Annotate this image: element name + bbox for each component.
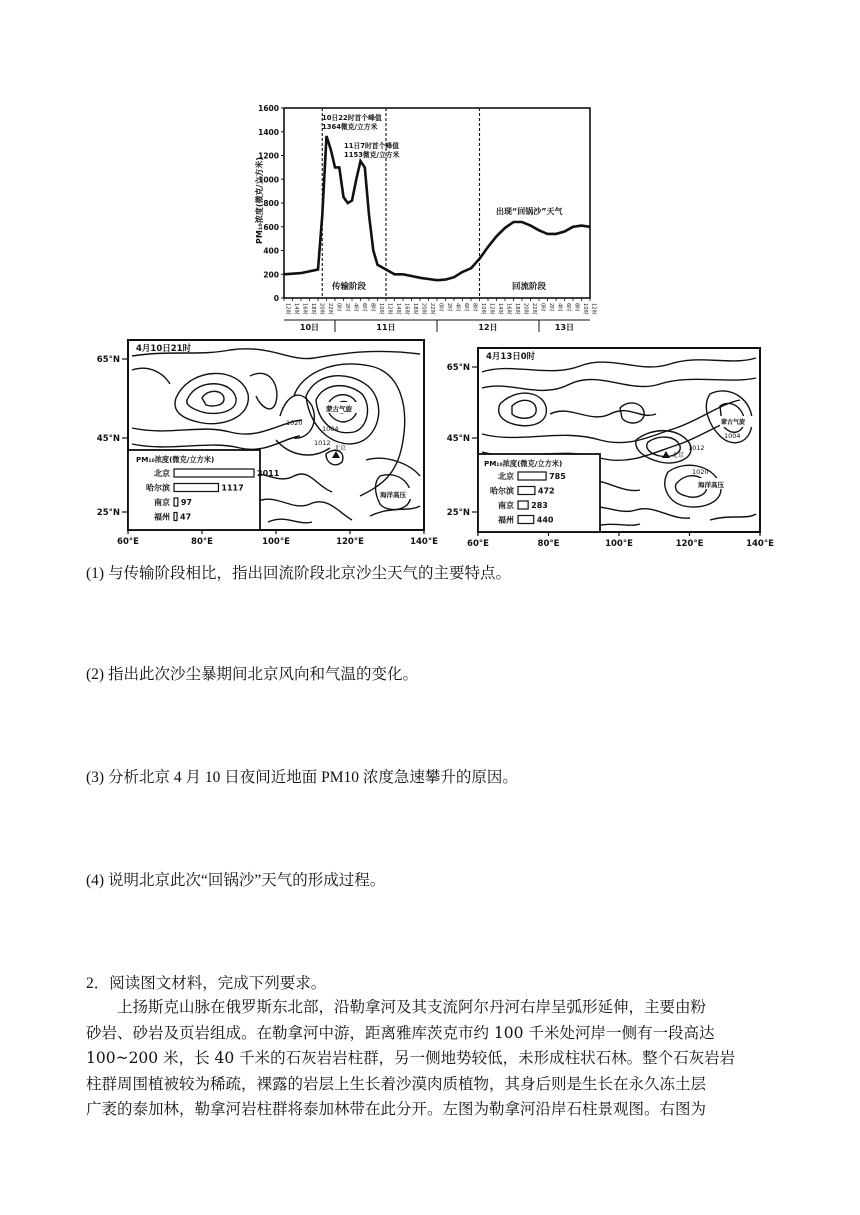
x-tick-label: 16时 [505, 303, 512, 315]
pm10-bar [518, 472, 546, 480]
x-tick-label: 18时 [310, 303, 316, 315]
latitude-labels [97, 355, 128, 518]
y-tick-label: 1000 [258, 175, 279, 185]
pm10-bar [518, 487, 535, 495]
x-tick-label: 22时 [429, 303, 435, 315]
isobar-label-1012: 1012 [688, 444, 705, 452]
pm10-value-label: 97 [180, 498, 192, 507]
x-tick-label: 10时 [582, 303, 588, 315]
legend-city-label: 福州 [498, 515, 514, 525]
paragraph-line: 100~200 米，长 40 千米的石灰岩岩柱群，另一侧地势较低，未形成柱状石林。整个石灰岩岩 [86, 1049, 736, 1067]
y-tick-label: 0 [273, 294, 279, 303]
x-tick-label: 4时 [352, 303, 359, 312]
x-tick-label: 8时 [471, 303, 478, 312]
x-tick-label: 8时 [369, 303, 376, 312]
x-tick-label: 16时 [301, 303, 308, 315]
legend-city-label: 北京 [498, 472, 514, 481]
map-title: 4月13日0时 [486, 352, 536, 362]
section-2-paragraph [86, 995, 776, 1123]
pm10-legend-box [478, 454, 600, 532]
legend-city-label: 北京 [154, 469, 170, 478]
line-chart-axes [284, 108, 590, 298]
day-label: 12日 [478, 323, 498, 332]
x-tick-label: 6时 [361, 303, 367, 312]
x-tick-label: 4时 [454, 303, 461, 312]
legend-city-label: 南京 [154, 498, 170, 507]
day-labels [284, 320, 590, 332]
lon-label: 100°E [262, 537, 290, 547]
high-pressure-label: 海洋高压 [380, 491, 406, 499]
y-tick-label: 200 [263, 270, 279, 280]
day-label: 10日 [299, 323, 320, 332]
isobar-label-1004: 1004 [724, 432, 741, 440]
pm10-value-label: 785 [549, 472, 566, 481]
phase-label-return: 回流阶段 [512, 282, 547, 292]
lon-label: 120°E [336, 537, 364, 547]
y-tick-label: 1200 [258, 151, 279, 161]
x-tick-label: 12时 [590, 303, 597, 315]
annotation-peak-2-value: 1153微克/立方米 [344, 151, 400, 159]
x-tick-label: 6时 [565, 303, 571, 312]
x-tick-label: 0时 [437, 303, 444, 312]
isobar-label-1004: 1004 [322, 425, 339, 433]
lon-label: 120°E [675, 539, 704, 549]
pm10-line-chart [248, 96, 604, 336]
phase-divider-lines [322, 108, 479, 298]
x-tick-label: 2时 [548, 303, 554, 312]
isobar-label-1020: 1020 [286, 419, 303, 427]
pm10-value-label: 472 [537, 486, 555, 496]
longitude-labels [117, 530, 438, 547]
x-tick-label: 22时 [327, 303, 333, 315]
lat-label: 25°N [96, 508, 120, 518]
question-1: (1) 与传输阶段相比，指出回流阶段北京沙尘天气的主要特点。 [86, 565, 511, 582]
x-tick-label: 14时 [293, 303, 299, 315]
y-tick-label: 1600 [258, 104, 279, 113]
high-pressure-label: 海洋高压 [698, 481, 724, 489]
map-apr13-0h [440, 344, 774, 556]
plot-frame [284, 108, 590, 298]
pm10-bar [518, 516, 534, 524]
y-tick-label: 1400 [258, 127, 279, 137]
legend-city-label: 哈尔滨 [490, 486, 514, 496]
x-tick-label: 10时 [378, 303, 384, 315]
lat-label: 25°N [446, 508, 470, 518]
annotation-peak-1-value: 1364微克/立方米 [322, 123, 378, 131]
pm10-bar [174, 469, 254, 477]
x-tick-label: 22时 [531, 303, 537, 315]
latitude-labels [447, 363, 478, 518]
y-axis-label: PM₁₀浓度(微克/立方米) [255, 156, 264, 244]
legend-city-label: 南京 [498, 501, 514, 510]
paragraph-line: 砂岩、砂岩及页岩组成。在勒拿河中游，距离雅库茨克市约 100 千米处河岸一侧有一段高达 [86, 1023, 715, 1042]
x-tick-label: 2时 [344, 303, 350, 312]
pm10-value-label: 283 [531, 501, 548, 510]
cyclone-label: 蒙古气旋 [326, 405, 352, 413]
y-tick-label: 600 [263, 222, 279, 232]
isobar-label-1020: 1020 [692, 468, 709, 476]
pm10-value-label: 1117 [221, 483, 244, 493]
lon-label: 80°E [191, 537, 213, 547]
pm10-bar [174, 513, 177, 521]
x-tick-label: 14时 [395, 303, 401, 315]
pm10-value-label: 2011 [257, 469, 280, 478]
pm10-bar [174, 498, 178, 506]
x-tick-label: 8时 [573, 303, 580, 312]
x-tick-label: 0时 [539, 303, 546, 312]
x-tick-label: 20时 [420, 303, 427, 315]
section-2-heading: 2．阅读图文材料，完成下列要求。 [86, 975, 327, 992]
beijing-point-label: 北京 [672, 452, 685, 459]
x-tick-label: 14时 [497, 303, 503, 315]
lon-label: 60°E [117, 537, 139, 547]
day-label: 11日 [376, 323, 396, 332]
paragraph-line: 柱群周围植被较为稀疏，裸露的岩层上生长着沙漠肉质植物，其身后则是生长在永久冻土层 [86, 1074, 707, 1093]
legend-city-label: 福州 [154, 512, 170, 522]
legend-city-label: 哈尔滨 [146, 483, 170, 493]
cyclone-label: 蒙古气旋 [721, 419, 746, 426]
pm10-value-label: 440 [536, 515, 554, 525]
x-tick-label: 10时 [480, 303, 486, 315]
pm10-value-label: 47 [180, 512, 192, 522]
pm10-bar [518, 501, 528, 509]
svg-text:PM₁₀浓度(微克/立方米): PM₁₀浓度(微克/立方米) [136, 455, 215, 464]
paragraph-line: 广袤的泰加林，勒拿河岩柱群将泰加林带在此分开。左图为勒拿河沿岸石柱景观图。右图为 [86, 1100, 707, 1118]
x-tick-label: 18时 [412, 303, 418, 315]
phase-label-transport: 传输阶段 [332, 282, 367, 292]
svg-text:PM₁₀浓度(微克/立方米): PM₁₀浓度(微克/立方米) [484, 459, 563, 468]
annotation-huiguosha: 出现“回锅沙”天气 [496, 207, 563, 216]
pm10-bar [174, 484, 218, 492]
x-tick-label: 12时 [284, 303, 291, 315]
map-apr10-21h [80, 336, 438, 554]
y-tick-label: 800 [263, 199, 279, 208]
lon-label: 140°E [410, 537, 438, 547]
lat-label: 65°N [446, 363, 470, 373]
lat-label: 65°N [96, 355, 120, 365]
question-3: (3) 分析北京 4 月 10 日夜间近地面 PM10 浓度急速攀升的原因。 [86, 769, 518, 786]
day-label: 13日 [554, 323, 575, 332]
x-tick-label: 20时 [318, 303, 325, 315]
y-tick-label: 400 [263, 246, 279, 256]
x-tick-label: 2时 [446, 303, 452, 312]
lon-label: 80°E [537, 539, 560, 549]
lat-label: 45°N [446, 434, 470, 444]
paragraph-line: 上扬斯克山脉在俄罗斯东北部，沿勒拿河及其支流阿尔丹河右岸呈弧形延伸，主要由粉 [117, 998, 707, 1016]
x-tick-label: 12时 [386, 303, 393, 315]
lat-label: 45°N [96, 434, 120, 444]
beijing-point-label: 北京 [334, 445, 347, 452]
x-tick-label: 6时 [463, 303, 469, 312]
lon-label: 100°E [605, 539, 633, 549]
lon-label: 140°E [746, 539, 774, 549]
pm10-legend-box [128, 450, 280, 530]
annotation-peak-2: 11日7时首个峰值 [344, 142, 399, 150]
x-tick-label: 18时 [514, 303, 520, 315]
x-tick-label: 16时 [403, 303, 410, 315]
question-2: (2) 指出此次沙尘暴期间北京风向和气温的变化。 [86, 666, 418, 683]
x-tick-label: 0时 [335, 303, 342, 312]
longitude-labels [467, 532, 774, 549]
map-title: 4月10日21时 [136, 344, 192, 354]
lon-label: 60°E [467, 539, 489, 549]
x-tick-label: 20时 [522, 303, 529, 315]
isobar-label-1012: 1012 [314, 439, 331, 447]
annotation-peak-1: 10日22时首个峰值 [322, 114, 382, 122]
x-tick-labels [284, 298, 599, 316]
x-tick-label: 4时 [556, 303, 563, 312]
x-tick-label: 12时 [488, 303, 495, 315]
question-4: (4) 说明北京此次“回锅沙”天气的形成过程。 [86, 872, 386, 889]
